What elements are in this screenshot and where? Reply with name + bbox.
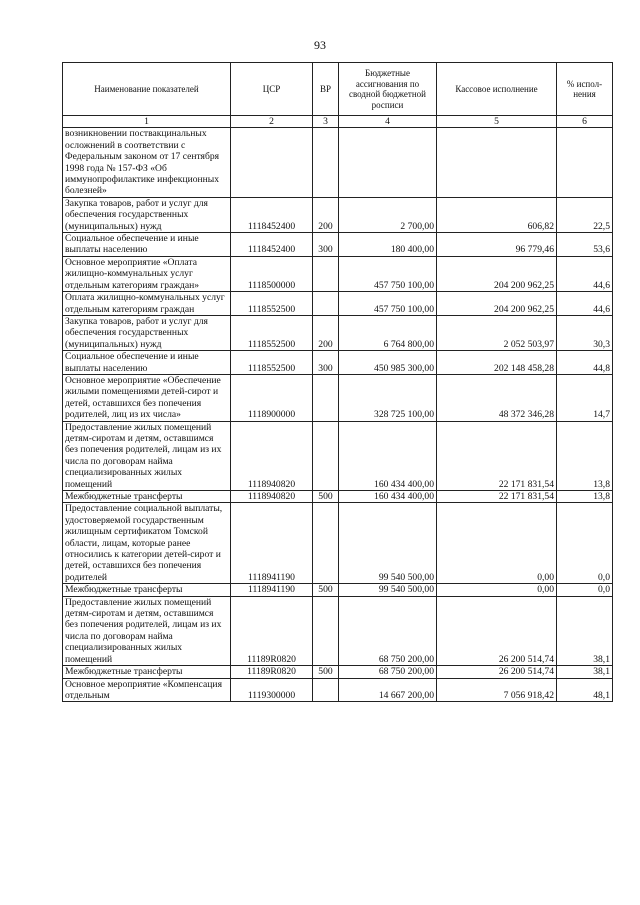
cell-cash: 22 171 831,54 [437,491,557,503]
cell-budget: 2 700,00 [339,197,437,232]
cell-name: Закупка товаров, работ и услуг для обеспечения государственных (муниципальных) нужд [63,315,231,350]
column-header-budget: Бюджетные ассигнования по сводной бюджетной росписи [339,63,437,116]
column-number: 4 [339,116,437,128]
table-body [63,128,613,702]
cell-vr: 500 [313,491,339,503]
cell-budget: 450 985 300,00 [339,351,437,375]
cell-budget: 14 667 200,00 [339,678,437,702]
cell-percent: 14,7 [557,374,613,421]
cell-vr [313,421,339,490]
cell-name: возникновении поствакцинальных осложнений в соответствии с Федеральным законом от 17 сентября 1998 года № 157-ФЗ «Об иммунопрофилактике инфекционных болезней» [63,128,231,197]
table-row [63,491,613,503]
cell-budget: 68 750 200,00 [339,596,437,665]
cell-budget: 6 764 800,00 [339,315,437,350]
table-row [63,128,613,197]
column-number-row [63,116,613,128]
cell-vr: 300 [313,233,339,257]
cell-csr: 1119300000 [231,678,313,702]
cell-csr: 1118500000 [231,256,313,291]
cell-percent: 44,6 [557,292,613,316]
cell-vr [313,292,339,316]
cell-csr: 1118900000 [231,374,313,421]
table-row [63,503,613,584]
column-header-percent: % испол-нения [557,63,613,116]
cell-percent: 38,1 [557,596,613,665]
column-number: 3 [313,116,339,128]
cell-budget: 160 434 400,00 [339,491,437,503]
cell-cash: 204 200 962,25 [437,292,557,316]
cell-percent: 0,0 [557,584,613,596]
cell-percent: 48,1 [557,678,613,702]
cell-cash: 7 056 918,42 [437,678,557,702]
cell-percent: 13,8 [557,491,613,503]
cell-name: Оплата жилищно-коммунальных услуг отдельным категориям граждан [63,292,231,316]
column-number: 2 [231,116,313,128]
cell-name: Предоставление жилых помещений детям-сиротам и детям, оставшимся без попечения родителей, лицам из их числа по договорам найма специализированных жилых помещений [63,421,231,490]
table-row [63,351,613,375]
budget-execution-table [62,62,613,702]
cell-budget: 180 400,00 [339,233,437,257]
cell-name: Предоставление жилых помещений детям-сиротам и детям, оставшимся без попечения родителей, лицам из их числа по договорам найма специализированных жилых помещений [63,596,231,665]
cell-vr: 500 [313,584,339,596]
cell-cash: 202 148 458,28 [437,351,557,375]
cell-percent: 0,0 [557,503,613,584]
cell-vr: 200 [313,315,339,350]
cell-percent: 38,1 [557,666,613,678]
table-row [63,666,613,678]
cell-budget: 160 434 400,00 [339,421,437,490]
cell-name: Межбюджетные трансферты [63,584,231,596]
cell-vr: 500 [313,666,339,678]
cell-cash: 2 052 503,97 [437,315,557,350]
table-row [63,197,613,232]
cell-csr: 1118940820 [231,491,313,503]
cell-name: Закупка товаров, работ и услуг для обеспечения государственных (муниципальных) нужд [63,197,231,232]
column-header-csr: ЦСР [231,63,313,116]
table-header-row [63,63,613,116]
cell-budget: 457 750 100,00 [339,292,437,316]
cell-vr [313,678,339,702]
cell-csr [231,128,313,197]
cell-csr: 11189R0820 [231,596,313,665]
table-row [63,596,613,665]
column-number: 1 [63,116,231,128]
column-header-name: Наименование показателей [63,63,231,116]
cell-budget: 457 750 100,00 [339,256,437,291]
table-row [63,374,613,421]
cell-name: Межбюджетные трансферты [63,491,231,503]
cell-name: Межбюджетные трансферты [63,666,231,678]
cell-name: Социальное обеспечение и иные выплаты населению [63,351,231,375]
table-row [63,292,613,316]
cell-cash [437,128,557,197]
table-row [63,233,613,257]
cell-cash: 26 200 514,74 [437,596,557,665]
cell-csr: 1118941190 [231,503,313,584]
cell-budget: 328 725 100,00 [339,374,437,421]
column-number: 6 [557,116,613,128]
cell-csr: 1118452400 [231,197,313,232]
column-number: 5 [437,116,557,128]
cell-percent: 44,8 [557,351,613,375]
cell-name: Основное мероприятие «Обеспечение жилыми помещениями детей-сирот и детей, оставшихся без попечения родителей, лиц из их числа» [63,374,231,421]
cell-vr [313,128,339,197]
cell-vr [313,256,339,291]
cell-csr: 1118552500 [231,351,313,375]
cell-vr [313,596,339,665]
cell-vr: 200 [313,197,339,232]
cell-vr [313,503,339,584]
cell-budget [339,128,437,197]
cell-percent: 13,8 [557,421,613,490]
cell-budget: 68 750 200,00 [339,666,437,678]
cell-budget: 99 540 500,00 [339,584,437,596]
table-row [63,584,613,596]
table-row [63,678,613,702]
cell-cash: 26 200 514,74 [437,666,557,678]
column-header-cash: Кассовое исполнение [437,63,557,116]
table-row [63,421,613,490]
cell-percent [557,128,613,197]
table-row [63,256,613,291]
table-row [63,315,613,350]
cell-cash: 96 779,46 [437,233,557,257]
page-number: 93 [314,38,326,52]
cell-name: Основное мероприятие «Оплата жилищно-коммунальных услуг отдельным категориям граждан» [63,256,231,291]
cell-vr [313,374,339,421]
cell-csr: 1118940820 [231,421,313,490]
cell-percent: 44,6 [557,256,613,291]
cell-csr: 1118552500 [231,292,313,316]
cell-name: Социальное обеспечение и иные выплаты населению [63,233,231,257]
cell-cash: 0,00 [437,503,557,584]
cell-csr: 1118552500 [231,315,313,350]
cell-cash: 204 200 962,25 [437,256,557,291]
cell-cash: 48 372 346,28 [437,374,557,421]
cell-percent: 22,5 [557,197,613,232]
cell-vr: 300 [313,351,339,375]
cell-cash: 0,00 [437,584,557,596]
cell-name: Предоставление социальной выплаты, удостоверяемой государственным жилищным сертификатом Томской области, лицам, которые ранее относились к категории детей-сирот и детей, оставшихся без попечения родителей [63,503,231,584]
cell-percent: 30,3 [557,315,613,350]
column-header-vr: ВР [313,63,339,116]
cell-csr: 1118941190 [231,584,313,596]
cell-percent: 53,6 [557,233,613,257]
cell-name: Основное мероприятие «Компенсация отдельным [63,678,231,702]
cell-csr: 11189R0820 [231,666,313,678]
cell-csr: 1118452400 [231,233,313,257]
cell-cash: 606,82 [437,197,557,232]
cell-budget: 99 540 500,00 [339,503,437,584]
cell-cash: 22 171 831,54 [437,421,557,490]
